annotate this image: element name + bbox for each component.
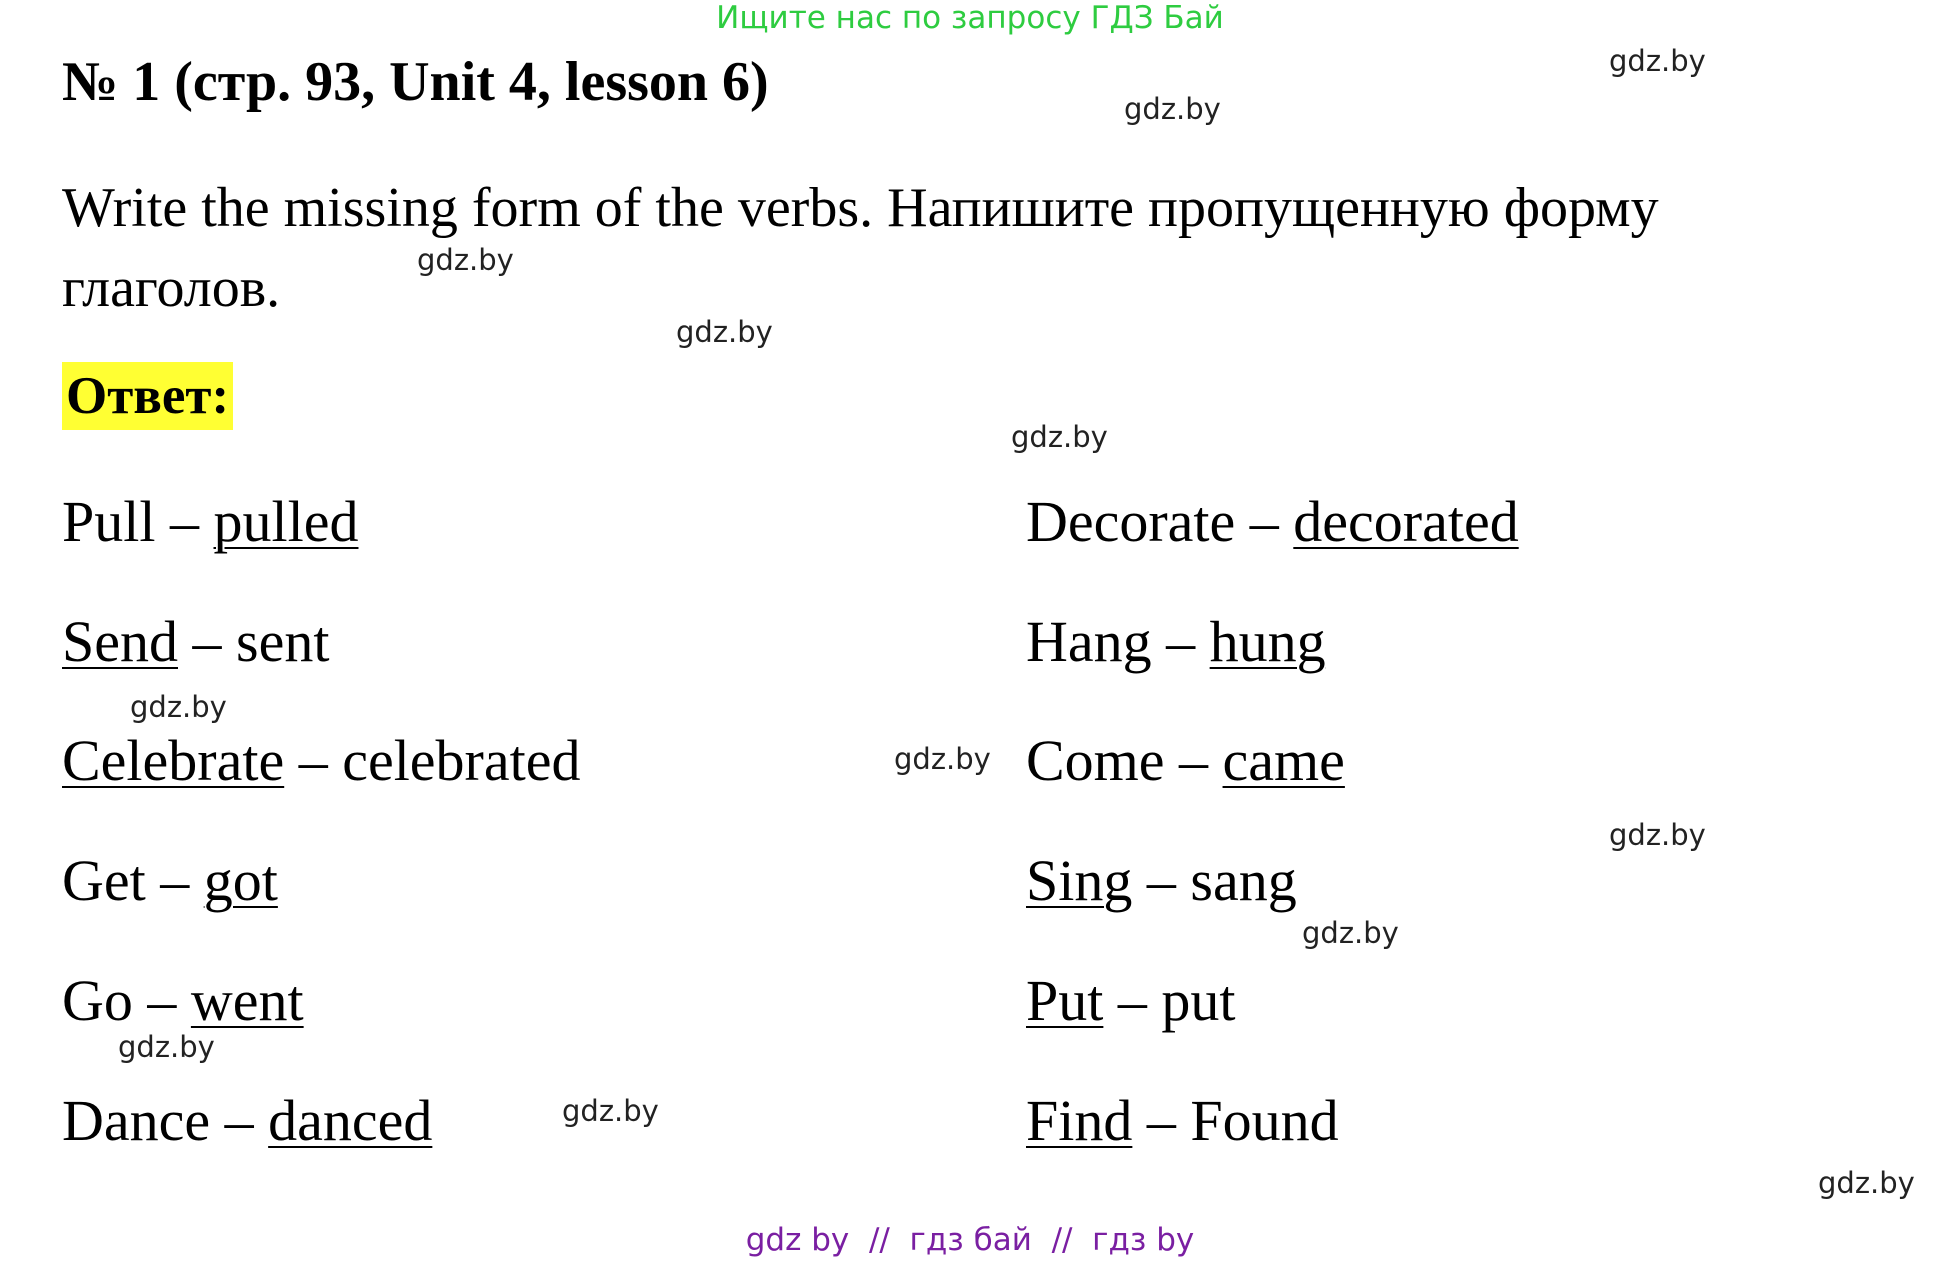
verb-row-sing (1026, 847, 1297, 914)
verb-separator: – (1132, 1088, 1191, 1153)
verb-base: Put (1026, 968, 1104, 1033)
verb-base: Sing (1026, 848, 1133, 913)
verb-past: pulled (213, 489, 359, 554)
verb-base: Send (62, 609, 178, 674)
verb-base: Get (62, 848, 146, 913)
verb-separator: – (210, 1088, 269, 1153)
verb-past: went (190, 968, 304, 1033)
verb-base: Pull (62, 489, 156, 554)
answer-label: Ответ: (62, 362, 233, 430)
verb-separator: – (1151, 609, 1210, 674)
verb-separator: – (132, 968, 191, 1033)
verb-base: Go (62, 968, 133, 1033)
verb-base: Celebrate (62, 728, 285, 793)
verb-separator: – (1164, 728, 1223, 793)
watermark: gdz.by (562, 1094, 659, 1128)
verb-separator: – (284, 728, 343, 793)
verb-base: Come (1026, 728, 1165, 793)
verb-past: danced (268, 1088, 433, 1153)
verb-past: celebrated (342, 728, 581, 793)
watermark: gdz.by (1011, 420, 1108, 454)
verb-base: Hang (1026, 609, 1152, 674)
verb-base: Decorate (1026, 489, 1236, 554)
verb-separator: – (178, 609, 236, 674)
verb-row-get (62, 847, 278, 914)
verb-row-pull (62, 488, 358, 555)
verb-separator: – (1132, 848, 1191, 913)
verb-past: put (1161, 968, 1236, 1033)
verb-row-hang (1026, 608, 1326, 675)
footer-links: gdz by // гдз бай // гдз by (745, 1222, 1195, 1258)
verb-separator: – (145, 848, 204, 913)
watermark: gdz.by (118, 1030, 215, 1064)
watermark: gdz.by (1609, 44, 1706, 78)
watermark: gdz.by (1818, 1166, 1915, 1200)
verb-past: hung (1209, 609, 1326, 674)
verb-past: sent (236, 609, 330, 674)
watermark: gdz.by (417, 243, 514, 277)
verb-row-come (1026, 727, 1345, 794)
verb-row-put (1026, 967, 1236, 1034)
watermark: gdz.by (1124, 92, 1221, 126)
verb-past: Found (1190, 1088, 1339, 1153)
verb-separator: – (155, 489, 214, 554)
verb-past: got (203, 848, 278, 913)
verb-row-decorate (1026, 488, 1519, 555)
verb-past: decorated (1293, 489, 1519, 554)
verb-row-go (62, 967, 304, 1034)
verb-separator: – (1235, 489, 1294, 554)
task-text: Write the missing form of the verbs. Напишите пропущенную форму глаголов. (62, 177, 1659, 319)
watermark: gdz.by (1302, 916, 1399, 950)
verb-row-dance (62, 1087, 432, 1154)
verb-row-find (1026, 1087, 1339, 1154)
verb-separator: – (1103, 968, 1162, 1033)
watermark: gdz.by (676, 315, 773, 349)
verb-row-send (62, 608, 329, 675)
verb-base: Dance (62, 1088, 211, 1153)
watermark: gdz.by (1609, 818, 1706, 852)
verb-row-celebrate (62, 727, 580, 794)
verb-past: sang (1190, 848, 1297, 913)
watermark: gdz.by (894, 742, 991, 776)
top-banner: Ищите нас по запросу ГДЗ Бай (716, 0, 1224, 36)
watermark: gdz.by (130, 690, 227, 724)
verb-past: came (1222, 728, 1345, 793)
verb-base: Find (1026, 1088, 1133, 1153)
exercise-title: № 1 (стр. 93, Unit 4, lesson 6) (62, 51, 769, 113)
